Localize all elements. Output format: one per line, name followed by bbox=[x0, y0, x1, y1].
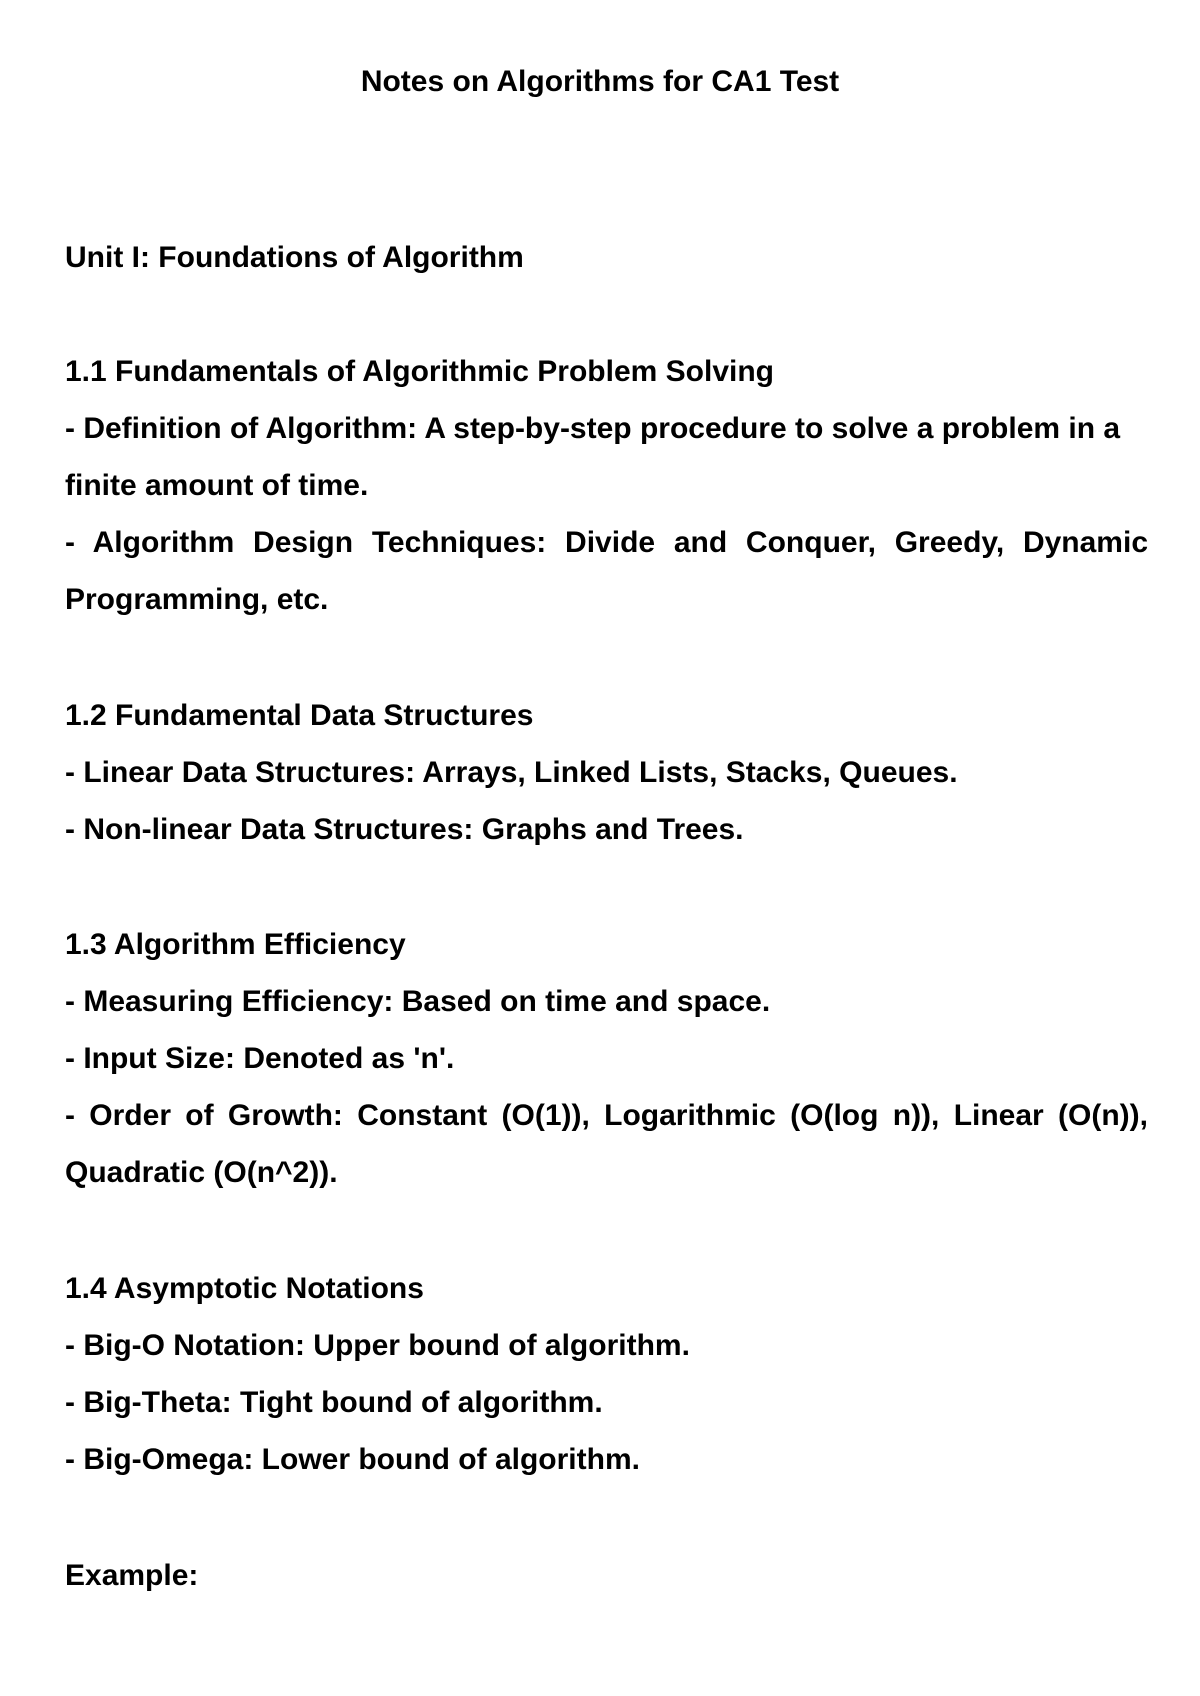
section-item: - Big-Omega: Lower bound of algorithm. bbox=[65, 1443, 640, 1476]
example-section bbox=[65, 1547, 1148, 1604]
section-1-2 bbox=[65, 687, 1148, 858]
example-label: Example: bbox=[65, 1559, 199, 1592]
section-item: - Big-Theta: Tight bound of algorithm. bbox=[65, 1386, 603, 1419]
section-heading: 1.4 Asymptotic Notations bbox=[65, 1272, 424, 1305]
section-item: - Non-linear Data Structures: Graphs and Trees. bbox=[65, 813, 744, 846]
section-item: - Order of Growth: Constant (O(1)), Logarithmic (O(log n)), Linear (O(n)), Quadratic (O(n^2)). bbox=[65, 1099, 1148, 1189]
unit-heading: Unit I: Foundations of Algorithm bbox=[65, 241, 524, 274]
section-item: - Linear Data Structures: Arrays, Linked Lists, Stacks, Queues. bbox=[65, 756, 958, 789]
section-item: - Definition of Algorithm: A step-by-step procedure to solve a problem in a finite amount of time. bbox=[65, 412, 1121, 502]
section-1-1 bbox=[65, 343, 1148, 628]
document-title: Notes on Algorithms for CA1 Test bbox=[360, 65, 840, 98]
section-1-3 bbox=[65, 916, 1148, 1201]
section-item: - Big-O Notation: Upper bound of algorithm. bbox=[65, 1329, 690, 1362]
section-heading: 1.3 Algorithm Efficiency bbox=[65, 928, 406, 961]
section-item: - Input Size: Denoted as 'n'. bbox=[65, 1042, 455, 1075]
section-item: - Algorithm Design Techniques: Divide and Conquer, Greedy, Dynamic Programming, etc. bbox=[65, 526, 1148, 616]
section-1-4 bbox=[65, 1260, 1148, 1488]
section-heading: 1.1 Fundamentals of Algorithmic Problem Solving bbox=[65, 355, 774, 388]
section-item: - Measuring Efficiency: Based on time and space. bbox=[65, 985, 771, 1018]
section-heading: 1.2 Fundamental Data Structures bbox=[65, 699, 534, 732]
